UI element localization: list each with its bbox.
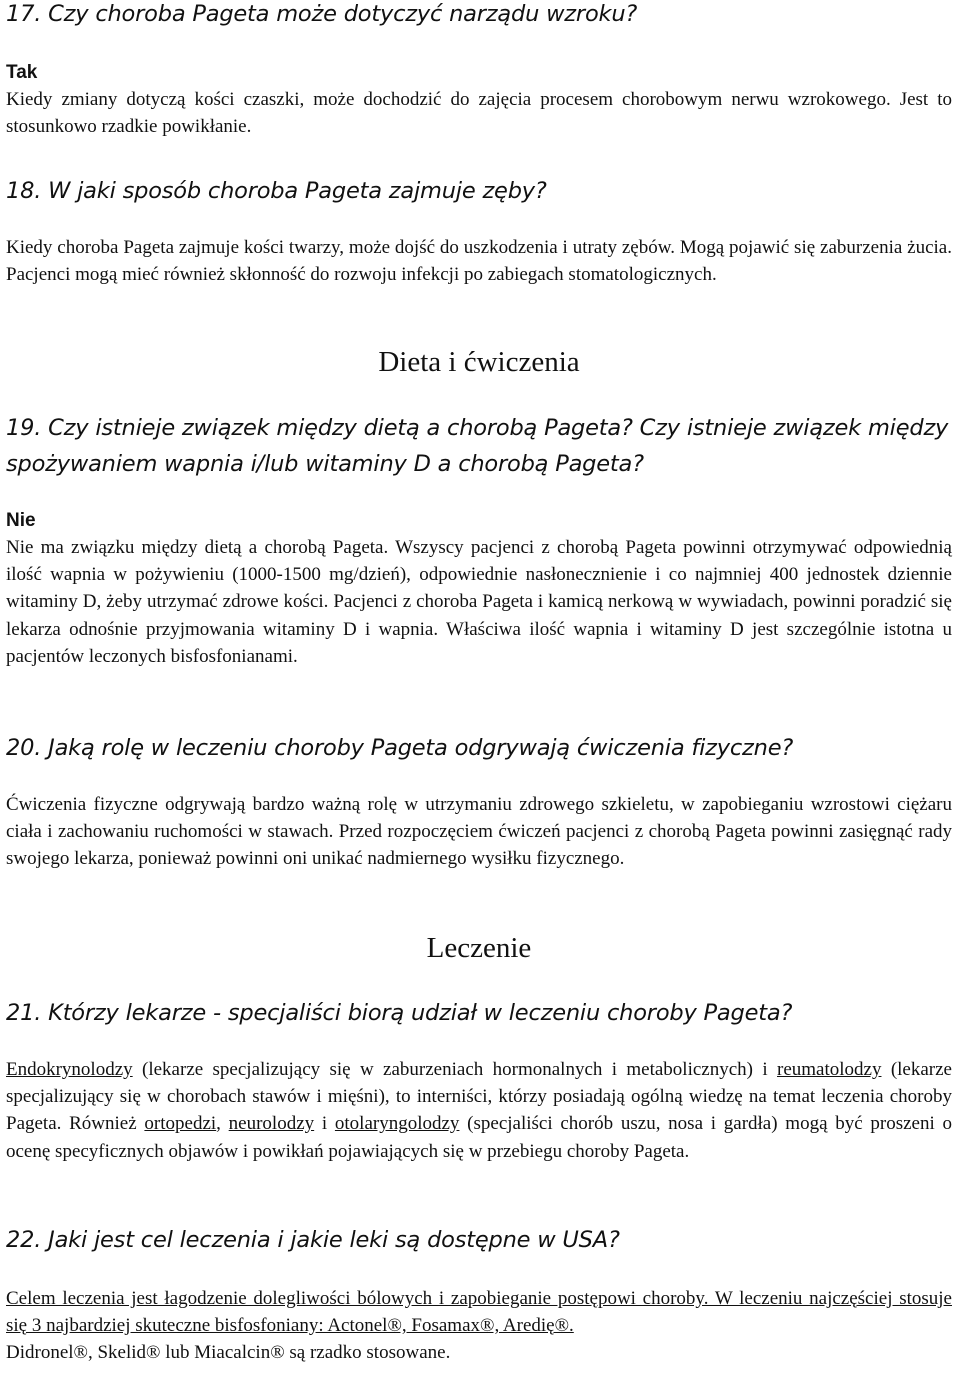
answer-17-text: Kiedy zmiany dotyczą kości czaszki, może dochodzić do zajęcia procesem chorobowym nerwu wzrokowego. Jest to stosunkowo rzadkie powikłanie. — [6, 89, 952, 138]
question-18-block — [6, 173, 952, 209]
term-otolaryngolodzy: otolaryngolodzy — [334, 1113, 460, 1135]
answer-18-text: Kiedy choroba Pageta zajmuje kości twarzy, może dojść do uszkodzenia i utraty zębów. Mogą pojawić się zaburzenia żucia. Pacjenci mogą mieć również skłonność do rozwoju infekcji po zabiegach stomatologicznych. — [6, 237, 952, 286]
answer-20-block — [6, 791, 952, 873]
question-20-block — [6, 730, 952, 766]
answer-21-text-part-2: (lekarze specjalizujący się w chorobach stawów i mięśni), to interniści, którzy posiadają ogólną wiedzę na temat leczenia choroby Pageta. Również — [6, 1059, 952, 1135]
section-treatment-block — [6, 928, 952, 968]
question-18-heading: 18. W jaki sposób choroba Pageta zajmuje zęby? — [6, 178, 547, 204]
term-neurolodzy: neurolodzy — [228, 1113, 315, 1135]
question-17-heading: 17. Czy choroba Pageta może dotyczyć narządu wzroku? — [6, 1, 638, 27]
answer-21-text-part-4: i — [314, 1113, 335, 1135]
question-21-block — [6, 995, 952, 1031]
question-21-heading: 21. Którzy lekarze - specjaliści biorą udział w leczeniu choroby Pageta? — [6, 1000, 793, 1026]
term-endokrynolodzy: Endokrynolodzy — [6, 1059, 133, 1080]
answer-20-text: Ćwiczenia fizyczne odgrywają bardzo ważną rolę w utrzymaniu zdrowego szkieletu, w zapobieganiu wzrostowi ciężaru ciała i zachowaniu ruchomości w stawach. Przed rozpoczęciem ćwiczeń pacjenci z chorobą Pageta powinni zasięgnąć rady swojego lekarza, ponieważ powinni oni unikać nadmiernego wysiłku fizycznego. — [6, 794, 952, 870]
answer-21-text-part-3: , — [216, 1113, 229, 1135]
answer-19-text: Nie ma związku między dietą a chorobą Pageta. Wszyscy pacjenci z chorobą Pageta powinni otrzymywać odpowiednią ilość wapnia w pożywieniu (1000-1500 mg/dzień), odpowiednie nasłonecznienie i co najmniej 400 jednostek dziennie witaminy D, żeby utrzymać zdrowe kości. Pacjenci z choroba Pageta i kamicą nerkową w wywiadach, powinni poradzić się lekarza odnośnie przyjmowania witaminy D i wapnia. Właściwa ilość wapnia i witaminy D jest szczególnie istotna u pacjentów leczonych bisfosfonianami. — [6, 537, 952, 667]
answer-21-block — [6, 1056, 952, 1165]
term-reumatolodzy: reumatolodzy — [777, 1059, 882, 1080]
question-19-block — [6, 410, 952, 482]
section-treatment-heading: Leczenie — [426, 932, 532, 964]
answer-17-block — [6, 60, 952, 140]
answer-22-block — [6, 1285, 952, 1367]
answer-21-text — [6, 1056, 952, 1165]
question-20-heading: 20. Jaką rolę w leczeniu choroby Pageta odgrywają ćwiczenia fizyczne? — [6, 735, 794, 761]
question-22-block — [6, 1222, 952, 1258]
answer-19-block — [6, 508, 952, 670]
answer-22-underlined-text: Celem leczenia jest łagodzenie dolegliwości bólowych i zapobieganie postępowi choroby. W leczeniu najczęściej stosuje się 3 najbardziej skuteczne bisfosfoniany: Actonel®, Fosamax®, Aredię®. — [6, 1288, 952, 1337]
section-diet-block — [6, 342, 952, 382]
question-22-heading: 22. Jaki jest cel leczenia i jakie leki są dostępne w USA? — [6, 1227, 620, 1253]
answer-22-text — [6, 1285, 952, 1339]
question-19-heading: 19. Czy istnieje związek między dietą a chorobą Pageta? Czy istnieje związek między spożywaniem wapnia i/lub witaminy D a chorobą Pageta? — [6, 415, 949, 477]
section-diet-heading: Dieta i ćwiczenia — [378, 346, 580, 378]
answer-18-block — [6, 234, 952, 288]
answer-21-text-part-5: (specjaliści chorób uszu, nosa i gardła) mogą być proszeni o ocenę specyficznych objawów i powikłań pojawiających się w przebiegu choroby Pageta. — [6, 1113, 953, 1162]
answer-21-text-part-1: (lekarze specjalizujący się w zaburzeniach hormonalnych i metabolicznych) i — [132, 1059, 777, 1080]
answer-22-last-line: Didronel®, Skelid® lub Miacalcin® są rzadko stosowane. — [6, 1342, 451, 1364]
answer-19-label: Nie — [6, 510, 36, 531]
question-17-block — [6, 0, 952, 32]
term-ortopedzi: ortopedzi — [144, 1113, 217, 1135]
answer-17-label: Tak — [6, 62, 38, 83]
